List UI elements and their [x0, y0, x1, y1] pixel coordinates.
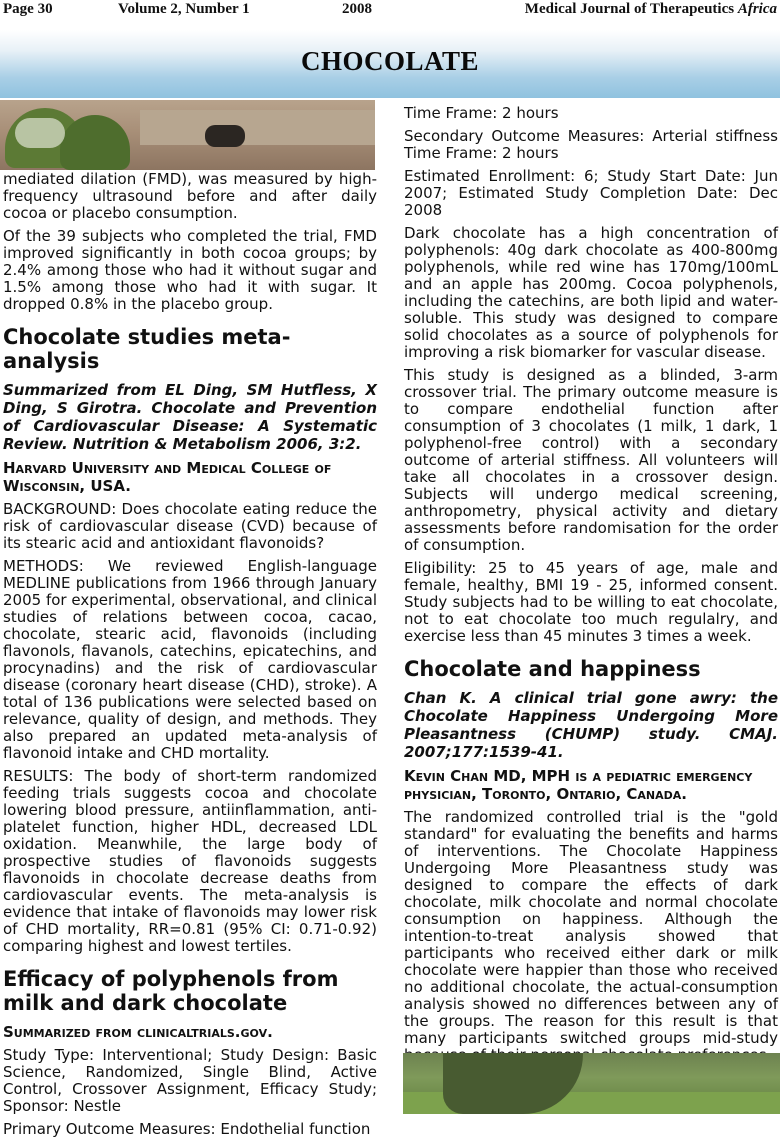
journal-name-text: Medical Journal of Therapeutics [524, 1, 738, 17]
landscape-photo-bottom [403, 1053, 780, 1114]
meta-analysis-heading: Chocolate studies meta-analysis [3, 325, 291, 373]
journal-name-italic: Africa [737, 1, 777, 17]
happiness-heading: Chocolate and happiness [404, 657, 701, 681]
meta-analysis-citation: Summarized from EL Ding, SM Hutfless, X Ding, S Girotra. Chocolate and Prevention of Cardiovascular Disease: A Systematic Review. Nutrition & Metabolism 2006, 3:2. [3, 381, 377, 453]
efficacy-source: Summarized from clinicaltrials.gov. [3, 1023, 273, 1041]
happiness-author: Kevin Chan MD, MPH is a pediatric emergency physician, Toronto, Ontario, Canada. [404, 767, 753, 803]
right-column [404, 105, 778, 1090]
study-design-paragraph: This study is designed as a blinded, 3-arm crossover trial. The primary outcome measure is to compare endothelial function after consumption of 3 chocolates (1 milk, 1 dark, 1 polyphenol-free control) with a secondary outcome of arterial stiffness. All volunteers will take all chocolates in a crossover design. Subjects will undergo medical screening, anthropometry, physical activity and dietary assessments before randomisation for the order of consumption. [404, 366, 778, 554]
happiness-paragraph: The randomized controlled trial is the "gold standard" for evaluating the benefits and harms of interventions. The Chocolate Happiness Undergoing More Pleasantness study was designed to compare the effects of dark chocolate, milk chocolate and normal chocolate consumption on happiness. Although the intention-to-treat analysis showed that participants who received either dark or milk chocolate were happier than those who received no additional chocolate, the actual-consumption analysis showed no differences between any of the groups. The reason for this result is that many participants switched groups mid-study [404, 808, 778, 1047]
efficacy-heading: Efficacy of polyphenols from milk and dark chocolate [3, 967, 339, 1015]
time-frame-paragraph: Time Frame: 2 hours [404, 104, 559, 122]
methods-paragraph: METHODS: We reviewed English-language MEDLINE publications from 1966 through January 2005 for experimental, observational, and clinical studies of relations between cocoa, cacao, chocolate, stearic acid, flavonoids (including flavonols, flavanols, catechins, epicatechins, and procynadins) and the risk of cardiovascular disease (coronary heart disease (CHD), stroke). A total of 136 publications were selected based on relevance, quality of design, and methods. They also prepared an updated meta-analysis of flavonoid intake and CHD mortality. [3, 557, 377, 762]
page-header [0, 0, 780, 20]
section-title: CHOCOLATE [300, 46, 480, 76]
fmd-results-paragraph: Of the 39 subjects who completed the trial, FMD improved significantly in both cocoa groups; by 2.4% among those who had it without sugar and 1.5% among those who had it with sugar. It dropped 0.8% in the placebo group. [3, 227, 377, 313]
secondary-outcome-paragraph: Secondary Outcome Measures: Arterial stiffness Time Frame: 2 hours [404, 127, 778, 162]
primary-outcome-paragraph: Primary Outcome Measures: Endothelial function [3, 1120, 371, 1138]
study-type-paragraph: Study Type: Interventional; Study Design: Basic Science, Randomized, Single Blind, Active Control, Crossover Assignment, Efficacy Study; Sponsor: Nestle [3, 1046, 377, 1115]
section-banner [0, 30, 780, 98]
journal-name [525, 1, 777, 18]
left-column [3, 171, 377, 1144]
landscape-photo-top [0, 100, 375, 170]
eligibility-paragraph: Eligibility: 25 to 45 years of age, male and female, healthy, BMI 19 - 25, informed consent. Study subjects had to be willing to eat chocolate, not to eat chocolate too much regulalry, and exercise less than 45 minutes 3 times a week. [404, 559, 778, 645]
year: 2008 [342, 1, 372, 17]
volume-number: Volume 2, Number 1 [118, 1, 250, 17]
meta-analysis-affiliation: Harvard University and Medical College of Wisconsin, USA. [3, 459, 332, 495]
enrollment-paragraph: Estimated Enrollment: 6; Study Start Date: Jun 2007; Estimated Study Completion Date: Dec 2008 [404, 167, 778, 219]
dark-chocolate-paragraph: Dark chocolate has a high concentration of polyphenols: 40g dark chocolate as 400-800mg polyphenols, while red wine has 170mg/100mL and an apple has 200mg. Cocoa polyphenols, including the catechins, are both lipid and water-soluble. This study was designed to compare solid chocolates as a source of polyphenols for improving a risk biomarker for vascular disease. [404, 224, 778, 361]
background-paragraph: BACKGROUND: Does chocolate eating reduce the risk of cardiovascular disease (CVD) because of its stearic acid and antioxidant flavonoids? [3, 500, 377, 552]
happiness-citation: Chan K. A clinical trial gone awry: the Chocolate Happiness Undergoing More Pleasantness (CHUMP) study. CMAJ. 2007;177:1539-41. [404, 689, 778, 761]
fmd-paragraph: mediated dilation (FMD), was measured by high-frequency ultrasound before and after daily cocoa or placebo consumption. [3, 170, 377, 222]
results-paragraph: RESULTS: The body of short-term randomized feeding trials suggests cocoa and chocolate lowering blood pressure, antiinflammation, anti-platelet function, higher HDL, decreased LDL oxidation. Meanwhile, the large body of prospective studies of flavonoids suggests flavonoids in chocolate decrease deaths from cardiovascular events. The meta-analysis is evidence that intake of flavonoids may lower risk of CHD mortality, RR=0.81 (95% CI: 0.71-0.92) comparing highest and lowest tertiles. [3, 767, 377, 955]
page-number: Page 30 [3, 1, 53, 17]
